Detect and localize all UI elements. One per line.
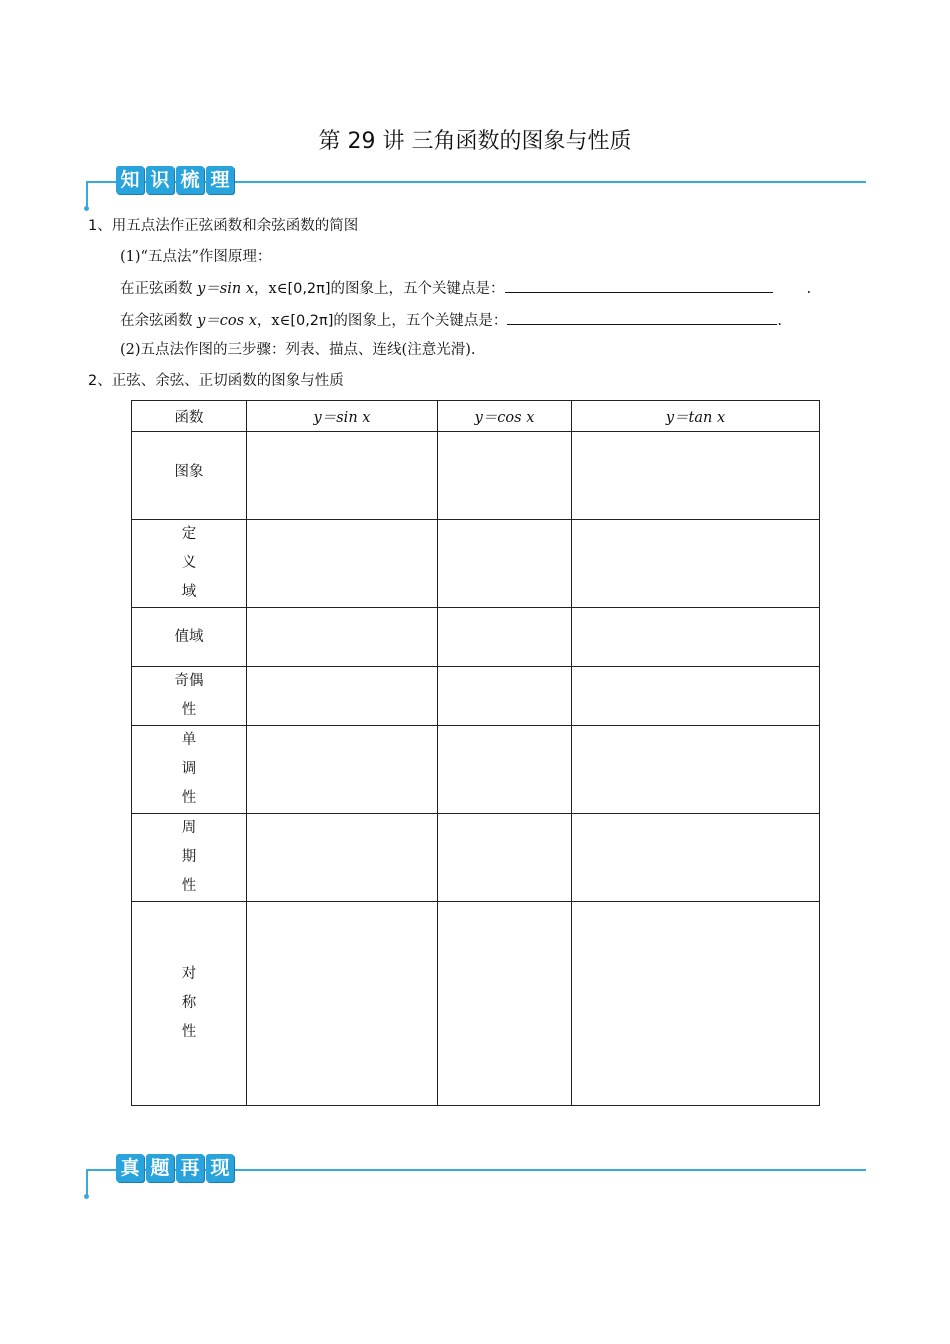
item1-heading: 1、用五点法作正弦函数和余弦函数的简图: [88, 218, 359, 234]
cell-sin-monotonicity[interactable]: [247, 726, 438, 814]
sin-answer-blank[interactable]: [505, 278, 773, 293]
cell-tan-range[interactable]: [572, 608, 820, 667]
cos-line-func: y＝cos x: [197, 313, 257, 329]
banner-tile: 题: [146, 1154, 174, 1182]
cos-line-mid: ，x∈: [256, 313, 291, 329]
cos-line-post: 的图象上，五个关键点是：: [333, 313, 508, 329]
sin-line-func: y＝sin x: [197, 281, 255, 297]
cell-cos-period[interactable]: [438, 814, 572, 902]
sin-line-interval: [0,2π]: [287, 281, 331, 297]
table-header-row: [132, 401, 820, 432]
cell-cos-monotonicity[interactable]: [438, 726, 572, 814]
header-sin: y＝sin x: [247, 401, 438, 432]
item1-sub2: (2)五点法作图的三步骤：列表、描点、连线(注意光滑).: [120, 342, 476, 358]
item1-sub1: (1)“五点法”作图原理：: [120, 249, 272, 265]
cos-line-end: .: [777, 313, 783, 329]
cell-sin-parity[interactable]: [247, 667, 438, 726]
table-row: [132, 432, 820, 520]
sin-line-pre: 在正弦函数: [120, 281, 198, 297]
row-label-graph: 图象: [132, 432, 247, 520]
trig-properties-table: [131, 400, 820, 1106]
table-row: [132, 726, 820, 814]
header-tan: y＝tan x: [572, 401, 820, 432]
cell-tan-period[interactable]: [572, 814, 820, 902]
table-row: [132, 608, 820, 667]
row-label-period: 周 期 性: [132, 814, 247, 902]
table-row: [132, 814, 820, 902]
cell-tan-symmetry[interactable]: [572, 902, 820, 1106]
cell-sin-period[interactable]: [247, 814, 438, 902]
cell-tan-monotonicity[interactable]: [572, 726, 820, 814]
banner-tile: 识: [146, 166, 174, 194]
banner-tile: 真: [116, 1154, 144, 1182]
header-function: 函数: [132, 401, 247, 432]
row-label-domain: 定 义 域: [132, 520, 247, 608]
cell-sin-symmetry[interactable]: [247, 902, 438, 1106]
banner-tile: 再: [176, 1154, 204, 1182]
table-row: [132, 667, 820, 726]
cell-cos-range[interactable]: [438, 608, 572, 667]
banner-dot: [84, 206, 89, 211]
row-label-monotonicity: 单 调 性: [132, 726, 247, 814]
sin-line-post: 的图象上，五个关键点是：: [330, 281, 505, 297]
section-banner-exam: [86, 1150, 866, 1200]
section-banner-knowledge: [86, 162, 866, 212]
cell-cos-domain[interactable]: [438, 520, 572, 608]
table-row: [132, 902, 820, 1106]
banner-tile: 现: [206, 1154, 234, 1182]
sin-line-end: .: [806, 281, 812, 297]
banner-tile: 理: [206, 166, 234, 194]
cos-answer-blank[interactable]: [507, 310, 777, 325]
item2-heading: 2、正弦、余弦、正切函数的图象与性质: [88, 373, 344, 389]
banner-dot: [84, 1194, 89, 1199]
cell-cos-symmetry[interactable]: [438, 902, 572, 1106]
banner-bracket: [86, 181, 88, 209]
cell-cos-parity[interactable]: [438, 667, 572, 726]
banner-title-tiles: [116, 166, 234, 194]
cos-keypoints-line: [120, 310, 782, 331]
page-title: 第 29 讲 三角函数的图象与性质: [318, 129, 632, 154]
row-label-symmetry: 对 称 性: [132, 902, 247, 1106]
banner-tile: 知: [116, 166, 144, 194]
sin-keypoints-line: [120, 278, 811, 299]
banner-bracket: [86, 1169, 88, 1197]
cell-tan-domain[interactable]: [572, 520, 820, 608]
sin-line-mid: ，x∈: [254, 281, 288, 297]
cell-sin-graph[interactable]: [247, 432, 438, 520]
cos-line-pre: 在余弦函数: [120, 313, 198, 329]
cell-sin-range[interactable]: [247, 608, 438, 667]
table-row: [132, 520, 820, 608]
cell-cos-graph[interactable]: [438, 432, 572, 520]
cos-line-interval: [0,2π]: [290, 313, 334, 329]
row-label-parity: 奇偶 性: [132, 667, 247, 726]
cell-tan-parity[interactable]: [572, 667, 820, 726]
banner-title-tiles: [116, 1154, 234, 1182]
cell-tan-graph[interactable]: [572, 432, 820, 520]
banner-tile: 梳: [176, 166, 204, 194]
header-cos: y＝cos x: [438, 401, 572, 432]
row-label-range: 值域: [132, 608, 247, 667]
cell-sin-domain[interactable]: [247, 520, 438, 608]
